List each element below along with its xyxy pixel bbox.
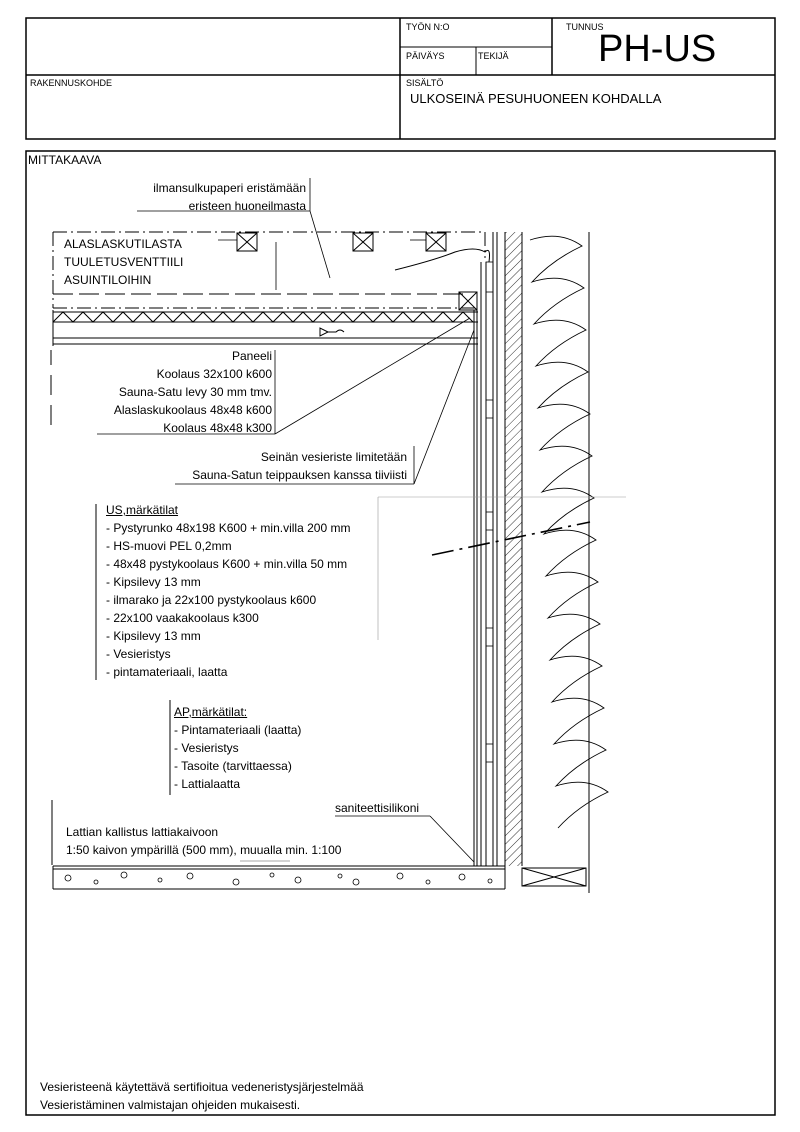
author-label: TEKIJÄ xyxy=(478,51,509,61)
note-line: ASUINTILOIHIN xyxy=(64,273,152,287)
layer-line: Paneeli xyxy=(231,349,272,363)
note-line: Vesieristäminen valmistajan ohjeiden mukaisesti. xyxy=(40,1098,301,1112)
wall-layers-note xyxy=(106,501,350,681)
note-line: Sauna-Satun teippauksen kanssa tiiviisti xyxy=(192,468,407,482)
ceiling-joists xyxy=(237,233,477,310)
ceiling-space-note xyxy=(64,235,183,289)
note-line: eristeen huoneilmasta xyxy=(188,199,306,213)
work-number-label: TYÖN N:O xyxy=(406,22,450,32)
ceiling-panel-layers xyxy=(53,310,478,346)
note-line: ALASLASKUTILASTA xyxy=(64,237,182,251)
note-line: Seinän vesieriste limitetään xyxy=(260,450,407,464)
date-label: PÄIVÄYS xyxy=(406,51,445,61)
note-line: 1:50 kaivon ympärillä (500 mm), muualla min. 1:100 xyxy=(66,843,342,857)
scale-label: MITTAKAAVA xyxy=(28,153,102,167)
layer-line: Koolaus 48x48 k300 xyxy=(163,421,272,435)
vapour-paper-curve xyxy=(395,249,490,270)
layer-line: - 22x100 vaakakoolaus k300 xyxy=(106,611,259,625)
layer-line: - HS-muovi PEL 0,2mm xyxy=(106,539,232,553)
layer-line: - Kipsilevy 13 mm xyxy=(106,575,201,589)
layer-line: - 48x48 pystykoolaus K600 + min.villa 50 mm xyxy=(106,557,348,571)
concrete-aggregate xyxy=(65,872,492,885)
thin-insulation xyxy=(505,232,522,866)
wall-battens xyxy=(486,262,493,762)
wall-layers xyxy=(474,232,589,893)
floor-slope-note xyxy=(66,823,341,859)
code-label: TUNNUS xyxy=(566,22,604,32)
floor-heading: AP,märkätilat: xyxy=(174,705,248,719)
layer-line: - Kipsilevy 13 mm xyxy=(106,629,201,643)
content-label: SISÄLTÖ xyxy=(406,78,444,88)
layer-line: - Pintamateriaali (laatta) xyxy=(174,723,302,737)
drawing-content-title: ULKOSEINÄ PESUHUONEEN KOHDALLA xyxy=(410,91,662,106)
vapour-paper-note xyxy=(153,179,306,215)
floor-layers-note xyxy=(174,703,301,793)
floor-slab xyxy=(53,866,586,889)
layer-line: Alaslaskukoolaus 48x48 k600 xyxy=(113,403,272,417)
ceiling-layers-note xyxy=(114,347,272,437)
footer-note xyxy=(40,1078,364,1114)
sealant-note: saniteettisilikoni xyxy=(335,801,420,815)
wall-heading: US,märkätilat xyxy=(106,503,179,517)
note-line: Lattian kallistus lattiakaivoon xyxy=(66,825,219,839)
layer-line: - Lattialaatta xyxy=(174,777,241,791)
layer-line: Koolaus 32x100 k600 xyxy=(156,367,272,381)
layer-line: - pintamateriaali, laatta xyxy=(106,665,228,679)
note-line: TUULETUSVENTTIILI xyxy=(64,255,184,269)
site-label: RAKENNUSKOHDE xyxy=(30,78,113,88)
layer-line: - ilmarako ja 22x100 pystykoolaus k600 xyxy=(106,593,317,607)
drawing-code: PH-US xyxy=(598,28,717,70)
layer-line: - Pystyrunko 48x198 K600 + min.villa 200 mm xyxy=(106,521,351,535)
layer-line: - Vesieristys xyxy=(174,741,239,755)
note-line: Vesieristeenä käytettävä sertifioitua vedeneristysjärjestelmää xyxy=(40,1080,364,1094)
layer-line: - Tasoite (tarvittaessa) xyxy=(174,759,292,773)
waterproofing-note xyxy=(192,448,407,484)
air-flow-arrow xyxy=(320,328,344,336)
note-line: ilmansulkupaperi eristämään xyxy=(153,181,306,195)
layer-line: - Vesieristys xyxy=(106,647,171,661)
layer-line: Sauna-Satu levy 30 mm tmv. xyxy=(118,385,272,399)
